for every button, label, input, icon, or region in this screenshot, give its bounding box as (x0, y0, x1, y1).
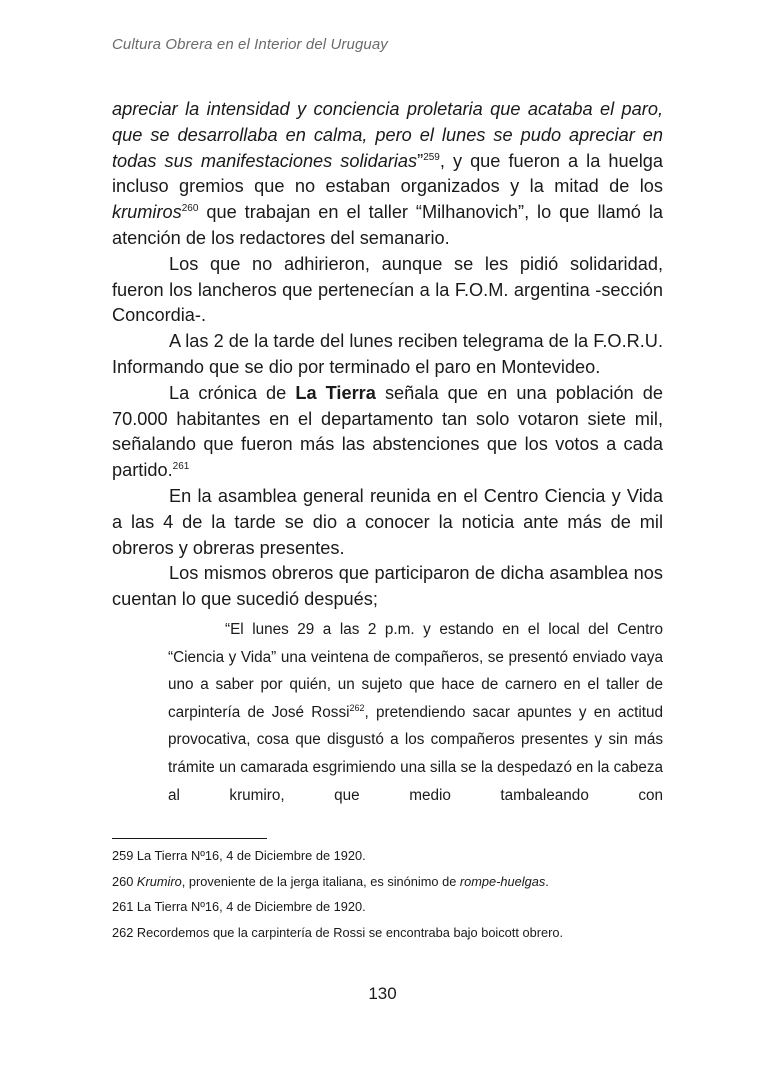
footnote-262: 262 Recordemos que la carpintería de Rossi se encontraba bajo boicott obrero. (112, 924, 564, 940)
footnotes (112, 843, 672, 945)
footnote-ref-259: 259 (423, 151, 440, 163)
newspaper-title: La Tierra (295, 382, 376, 403)
footnote-divider (112, 838, 267, 839)
paragraph-lancheros: Los que no adhirieron, aunque se les pidió solidaridad, fueron los lancheros que pertenecían a la F.O.M. argentina -sección Concordia-. (112, 253, 663, 326)
page-number: 130 (368, 984, 397, 1003)
paragraph-obreros: Los mismos obreros que participaron de dicha asamblea nos cuentan lo que sucedió después; (112, 563, 663, 610)
footnote-259: 259 La Tierra Nº16, 4 de Diciembre de 1920. (112, 848, 366, 863)
italic-quote: apreciar la intensidad y conciencia proletaria que acataba el paro, que se desarrollaba en calma, pero el lunes se pudo apreciar en todas sus manifestaciones solidarias (112, 99, 663, 171)
paragraph-cronica: La crónica de La Tierra señala que en una población de 70.000 habitantes en el departamento tan solo votaron siete mil, señalando que fueron más las abstenciones que los votos a cada partido.$^{261}$ (112, 382, 663, 481)
paragraph-telegrama: A las 2 de la tarde del lunes reciben telegrama de la F.O.R.U. Informando que se dio por terminado el paro en Montevideo. (112, 331, 663, 377)
footnote-261: 261 La Tierra Nº16, 4 de Diciembre de 1920. (112, 899, 366, 914)
footnote-ref-261: 261 (172, 461, 190, 473)
block-quote: “El lunes 29 a las 2 p.m. y estando en el local del Centro “Ciencia y Vida” una veintena de compañeros, se presentó enviado vaya uno a saber por quién, un sujeto que hace de carnero en el taller de carpintería de José Rossi$^{262}$, pretendiendo sacar apuntes y en actitud provocativa, cosa que disgustó a los compañeros presentes y sin más trámite un camarada esgrimiendo una silla se la despedazó en la cabeza al krumiro, que medio tambaleando con (168, 621, 663, 804)
body-text (112, 97, 663, 613)
footnote-ref-260: 260 (181, 203, 199, 215)
paragraph-continuation: apreciar la intensidad y conciencia proletaria que acataba el paro, que se desarrollaba en calma, pero el lunes se pudo apreciar en todas sus manifestaciones solidarias”$^{259}$, y que fueron a la huelga incluso gremios que no estaban organizados y la mitad de los krumiros$^{260}$ que trabajan en el taller “Milhanovich”, lo que llamó la atención de los redactores del semanario. (112, 99, 663, 248)
footnote-260: 260 Krumiro, proveniente de la jerga italiana, es sinónimo de rompe-huelgas. (112, 873, 549, 889)
italic-term: krumiros (112, 202, 182, 223)
footnote-ref-262: 262 (349, 702, 365, 713)
paragraph-asamblea: En la asamblea general reunida en el Centro Ciencia y Vida a las 4 de la tarde se dio a conocer la noticia ante más de mil obreros y obreras presentes. (112, 485, 663, 558)
running-header: Cultura Obrera en el Interior del Uruguay (112, 36, 388, 53)
